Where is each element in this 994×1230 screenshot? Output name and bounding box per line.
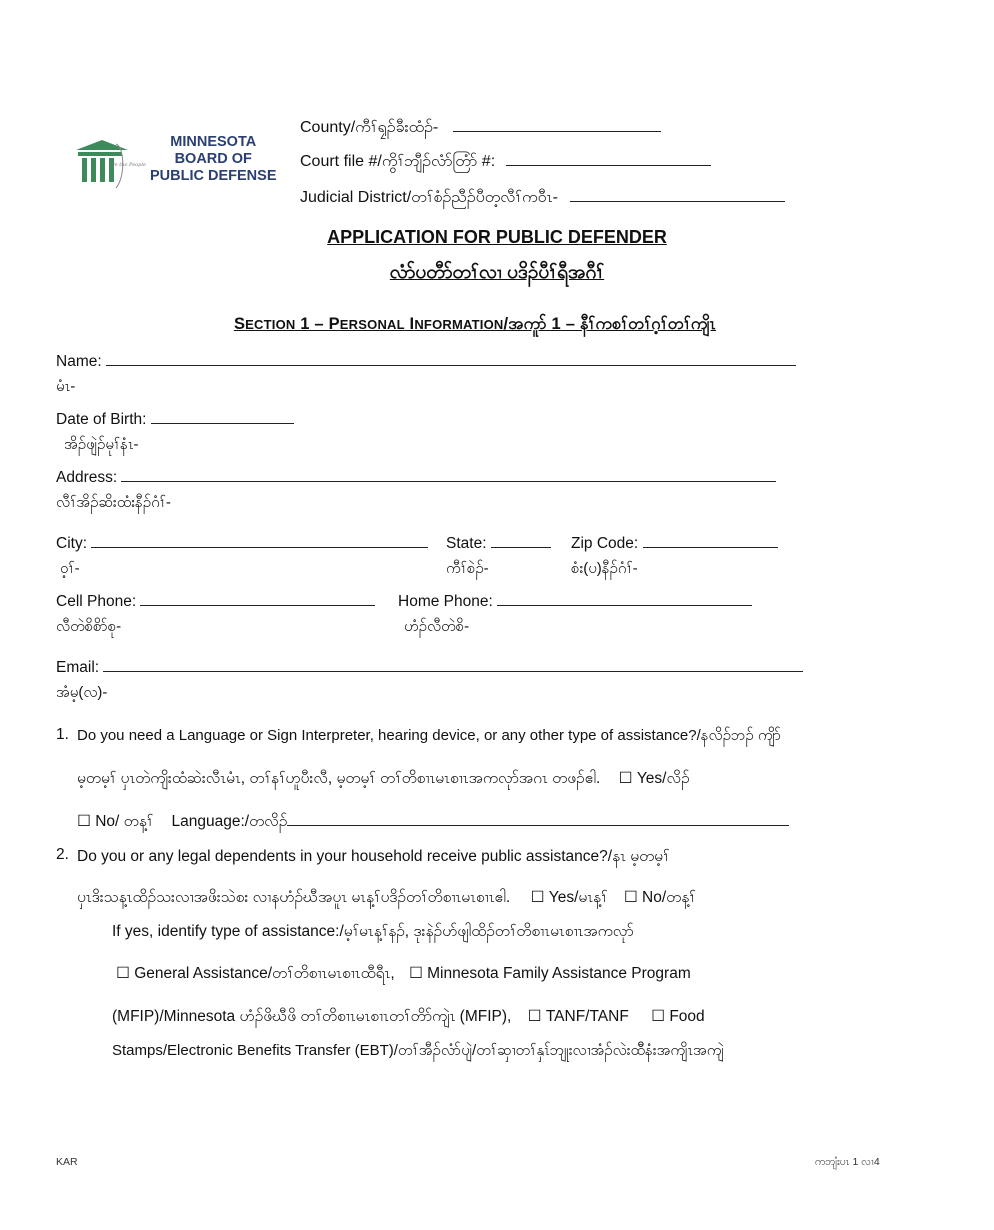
judicial-district-line[interactable] (570, 187, 785, 202)
name-line[interactable] (106, 351, 796, 366)
county-line[interactable] (453, 117, 661, 132)
city-label-karen: ဝ့ၢ်- (60, 560, 80, 577)
court-file-field[interactable] (300, 150, 711, 174)
q2-row2 (77, 887, 696, 910)
dob-field[interactable]: Date of Birth: (56, 409, 294, 429)
email-label-karen: အံမ့(လ)- (56, 684, 108, 701)
q1-no-checkbox[interactable]: ☐ No/ တန့ၢ် (77, 813, 154, 830)
dob-label-karen: အိၣ်ဖျဲၣ်မုၢ်နံၤ- (64, 436, 139, 453)
judicial-district-label: Judicial District/တၢ်စံၣ်ညီၣ်ပီတ့လီၢ်ကဝီၤ- (300, 189, 558, 206)
county-label: County/ကီၢ်ရၠၣ်ခီးထံၣ်- (300, 119, 439, 136)
cell-phone-line[interactable] (140, 591, 375, 606)
tanf-checkbox[interactable]: ☐ TANF/TANF (527, 1008, 629, 1025)
pillars-icon (72, 136, 146, 192)
state-label-karen: ကီၢ်စဲၣ်- (446, 560, 489, 577)
cell-phone-field[interactable]: Cell Phone: (56, 591, 375, 611)
food-stamps-label-continued: Stamps/Electronic Benefits Transfer (EBT)/တၢ်အီၣ်လံာ်ပျဲ/တၢ်ဆှၢတၢ်နှၤ်ဘျုးလၢအံၣ်လဲးထိီနံးအကျိၤအကျဲ (112, 1042, 724, 1059)
email-field[interactable]: Email: (56, 657, 803, 677)
state-field[interactable]: State: (446, 533, 551, 553)
name-field[interactable]: Name: (56, 351, 796, 371)
form-title: APPLICATION FOR PUBLIC DEFENDER (327, 227, 667, 247)
general-assistance-checkbox[interactable]: ☐ General Assistance/တၢ်တိစၢၤမၤစၢၤထီရီၤ, (116, 965, 395, 982)
q1-text-line2: မ့တမ့ၢ် ပှၤတဲကျိးထံဆဲးလီၤမံၤ, တၢ်နၢ်ဟူပီးလီ, မ့တမ့ၢ် တၢ်တိစၢၤမၤစၢၤအကလုာ်အဂၤ တဖၣ်ဧါ. (77, 770, 601, 787)
footer-language-code: KAR (56, 1156, 78, 1168)
q2-text-line1: Do you or any legal dependents in your household receive public assistance?/နၤ မ့တမ့ၢ် (77, 848, 670, 865)
home-phone-label-karen: ဟံၣ်လီတဲစိ- (404, 618, 470, 635)
county-field[interactable] (300, 116, 661, 140)
q2-number: 2. (56, 846, 69, 863)
home-phone-line[interactable] (497, 591, 752, 606)
food-stamps-checkbox[interactable]: ☐ Food (651, 1008, 705, 1025)
logo-tagline: We the People (110, 162, 146, 168)
zip-line[interactable] (643, 533, 778, 548)
dob-line[interactable] (151, 409, 294, 424)
mfip-label-continued: (MFIP)/Minnesota ဟံၣ်ဖိဃီဖိ တၢ်တိစၢၤမၤစၢၤတၢ်တိာ်ကျဲၤ (MFIP), (112, 1008, 512, 1025)
q2-row-options2 (112, 1006, 705, 1029)
cell-phone-label-karen: လီတဲစိစိာ်စု- (56, 618, 122, 635)
q1-language-label: Language:/တလိၣ် (171, 813, 288, 830)
form-title-karen: လံာ်ပတီာ်တၢ်လၢ ပဒိၣ်ပီၢ်ရီအဂီၢ် (389, 262, 605, 283)
mfip-checkbox[interactable]: ☐ Minnesota Family Assistance Program (408, 965, 691, 982)
home-phone-field[interactable]: Home Phone: (398, 591, 752, 611)
q1-text-line1: Do you need a Language or Sign Interpreter, hearing device, or any other type of assistance?/နလိၣ်ဘၣ် ကျိာ် (77, 727, 782, 744)
email-line[interactable] (103, 657, 803, 672)
city-line[interactable] (91, 533, 428, 548)
q2-if-yes: If yes, identify type of assistance:/မ့ၢ်မၤန့ၢ်နၣ်, ဒုးနဲၣ်ဟ်ဖျါထိၣ်တၢ်တိစၢၤမၤစၢၤအကလုာ် (112, 923, 634, 940)
name-label-karen: မံၤ- (56, 378, 76, 395)
q1-number: 1. (56, 726, 69, 743)
q1-row2 (77, 768, 690, 791)
mbpd-logo (72, 132, 277, 194)
address-line[interactable] (121, 467, 776, 482)
q1-yes-checkbox[interactable]: ☐ Yes/လိၣ် (618, 770, 690, 787)
q2-yes-checkbox[interactable]: ☐ Yes/မၤန့ၢ် (530, 889, 608, 906)
zip-label-karen: စံး(ပ)နီၣ်ဂံၢ်- (571, 560, 638, 577)
court-file-line[interactable] (506, 151, 711, 166)
court-file-label: Court file #/ကွိၢ်ဘျီၣ်လံာ်တြံာ် #: (300, 153, 496, 170)
address-label-karen: လီၢ်အိၣ်ဆိးထံးနီၣ်ဂံၢ်- (56, 494, 171, 511)
q1-row3 (77, 811, 789, 834)
address-field[interactable]: Address: (56, 467, 776, 487)
footer-page-number: ကဘျံးပၤ 1 လၢ4 (815, 1156, 880, 1168)
q2-row-options1 (116, 963, 691, 986)
judicial-district-field[interactable] (300, 186, 785, 210)
q1-language-line[interactable] (287, 811, 789, 826)
zip-field[interactable]: Zip Code: (571, 533, 778, 553)
q2-no-checkbox[interactable]: ☐ No/တန့ၢ် (623, 889, 696, 906)
state-line[interactable] (491, 533, 551, 548)
section-1-heading: SECTION 1 – PERSONAL INFORMATION/အကူာ် 1 – နီၢ်ကစၢ်တၢ်ဂ့ၢ်တၢ်ကျိၤ (233, 315, 717, 333)
logo-wordmark: MINNESOTA BOARD OF PUBLIC DEFENSE (150, 134, 277, 184)
q2-text-line2: ပှၤဒိးသန့ၤထိၣ်သးလၢအဖိးသဲစး လၢနဟံၣ်ဃီအပူၤ မၤန့ၢ်ပဒိၣ်တၢ်တိစၢၤမၤစၢၤဧါ. (77, 889, 511, 906)
city-field[interactable]: City: (56, 533, 428, 553)
